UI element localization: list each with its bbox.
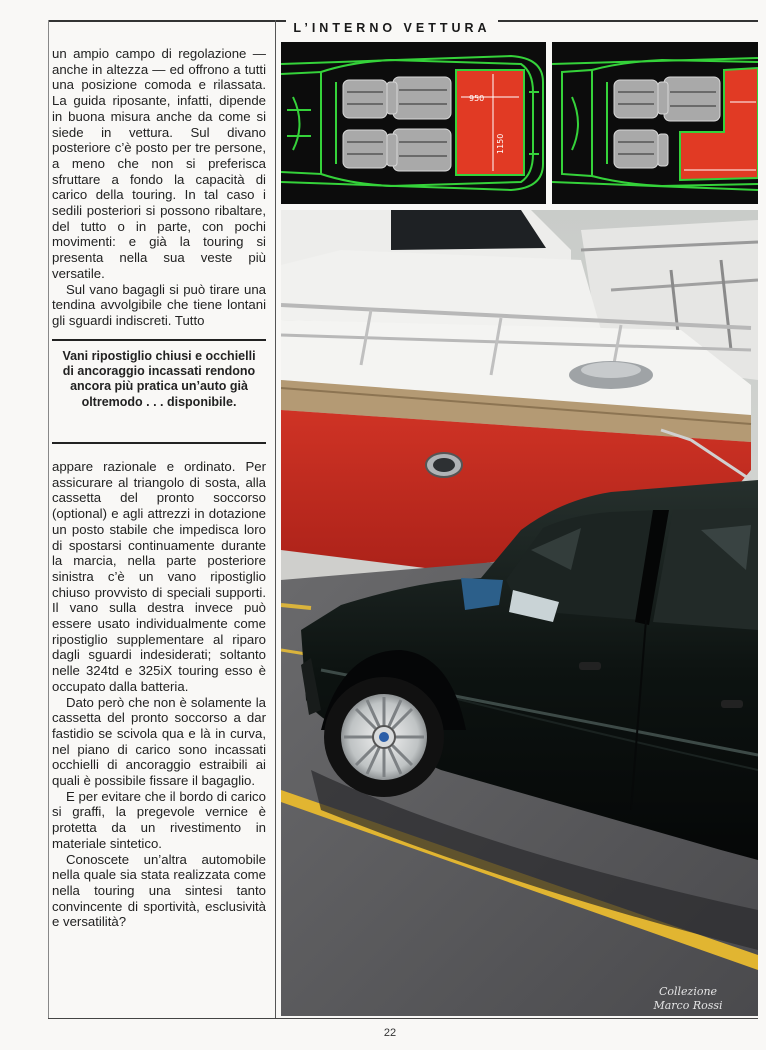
cargo-width-label: 950: [469, 94, 485, 103]
bottom-rule: [48, 1018, 758, 1019]
watermark-line-1: Collezione: [658, 985, 718, 998]
body-paragraph: Sul vano bagagli si può tirare una tendina avvolgibile che tiene lontani gli sguardi indiscreti. Tutto: [52, 281, 266, 328]
body-paragraph: Conoscete un’altra automobile nella quale sia stata realizzata come nella touring una sintesi tanto convincente di sportività, esclusività e versatilità?: [52, 851, 266, 930]
collection-watermark: [628, 985, 748, 1013]
text-column-bottom: [52, 459, 266, 930]
pull-quote: Vani ripostiglio chiusi e occhielli di ancoraggio incassati rendono ancora più pratica un’auto già oltremodo . . . disponibile.: [62, 349, 256, 409]
column-divider: [275, 20, 276, 1018]
cargo-plan-svg: [281, 42, 546, 204]
section-header: L’INTERNO VETTURA: [286, 20, 498, 36]
cargo-plan-folded-svg: [552, 42, 758, 204]
body-paragraph: E per evitare che il bordo di carico si graffi, la pregevole vernice è protetta da un rivestimento in materiale sintetico.: [52, 788, 266, 851]
pull-quote-bottom-rule: [52, 442, 266, 444]
cargo-plan-diagram-seats-folded: [552, 42, 758, 204]
photo-illustration: [281, 210, 758, 1016]
pull-quote-top-rule: [52, 339, 266, 341]
body-paragraph: appare razionale e ordinato. Per assicurare al triangolo di sosta, alla cassetta del pronto soccorso (optional) e agli attrezzi in dotazione un posto stabile che impedisca loro di spostarsi continuamente durante la marcia, nella parte posteriore sinistra c’è un vano ripostiglio chiuso provvisto di speciali supporti. Il vano sulla destra invece può essere usato individualmente come ripostiglio supplementare al riparo dagli sguardi indesiderati; soltanto nelle 324td e 325iX touring esso è occupato dalla batteria.: [52, 459, 266, 694]
body-paragraph: un ampio campo di regolazione — anche in altezza — ed offrono a tutti una posizione comoda e rilassata. La guida riposante, infatti, dipende in buona misura anche da come si siede in vettura. Sul divano posteriore c’è posto per tre persone, a meno che non si preferisca sfruttare a fondo la capacità di carico della touring. In tal caso i sedili posteriori si possono ribaltare, del tutto o in parte, con pochi movimenti: e già la touring si presenta nella sua veste più versatile.: [52, 46, 266, 281]
text-column-top: [52, 46, 266, 329]
left-margin-rule: [48, 20, 49, 1018]
cargo-length-label: 1150: [496, 133, 505, 154]
body-paragraph: Dato però che non è solamente la cassetta del pronto soccorso a dar fastidio se scivola qua e là in curva, nel piano di carico sono incassati occhielli di ancoraggio estraibili ai quali è possibile fissare il bagaglio.: [52, 694, 266, 789]
watermark-line-2: Marco Rossi: [653, 999, 723, 1012]
touring-car-with-boat-photo: [281, 210, 758, 1016]
page-number: 22: [383, 1027, 397, 1039]
cargo-plan-diagram-seats-up: [281, 42, 546, 204]
